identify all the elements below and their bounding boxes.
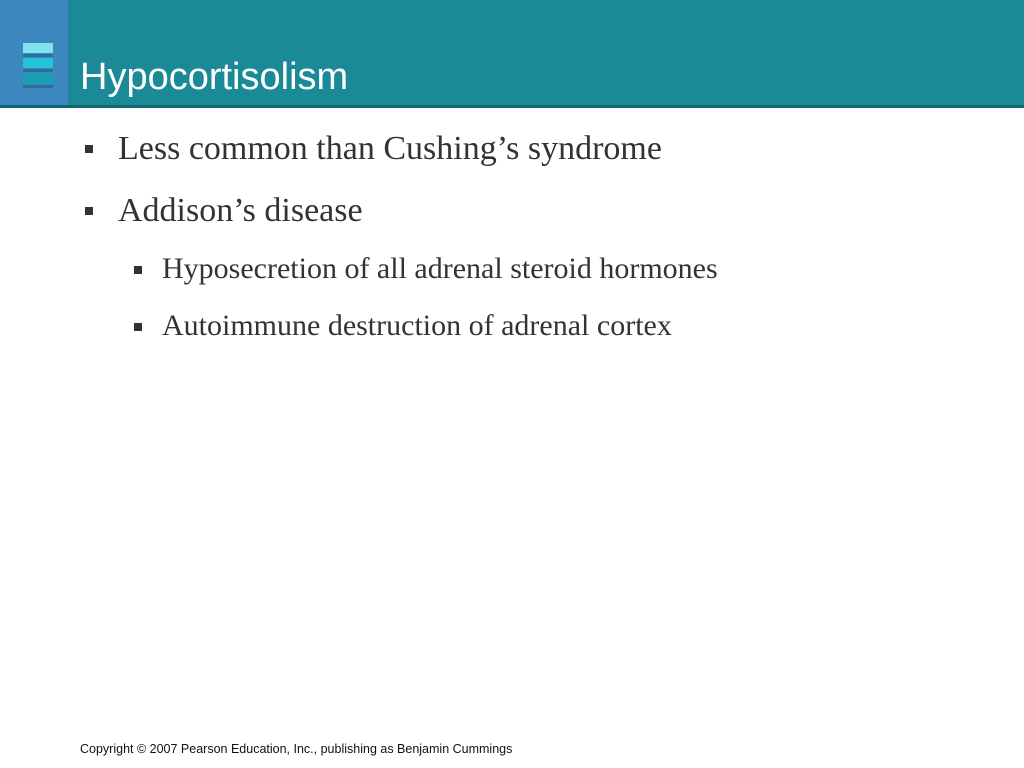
logo-stripe-middle <box>23 58 53 68</box>
logo-block <box>0 0 68 105</box>
bullet-text: Addison’s disease <box>118 192 363 229</box>
sub-bullet-text: Autoimmune destruction of adrenal cortex <box>162 309 672 342</box>
slide-title: Hypocortisolism <box>80 56 349 98</box>
bullet-text: Less common than Cushing’s syndrome <box>118 130 662 167</box>
copyright-footer: Copyright © 2007 Pearson Education, Inc., publishing as Benjamin Cummings <box>80 742 513 756</box>
logo-stripe-top <box>23 43 53 53</box>
square-bullet-icon <box>85 145 93 153</box>
square-bullet-icon <box>134 266 142 274</box>
logo-stripe-shadow <box>23 54 53 57</box>
logo-stripe-shadow <box>23 69 53 72</box>
header-divider <box>0 105 1024 108</box>
logo-stripe-shadow <box>23 85 53 88</box>
square-bullet-icon <box>134 323 142 331</box>
sub-bullet-text: Hyposecretion of all adrenal steroid hormones <box>162 252 718 285</box>
square-bullet-icon <box>85 207 93 215</box>
logo-stripe-bottom <box>23 73 53 84</box>
